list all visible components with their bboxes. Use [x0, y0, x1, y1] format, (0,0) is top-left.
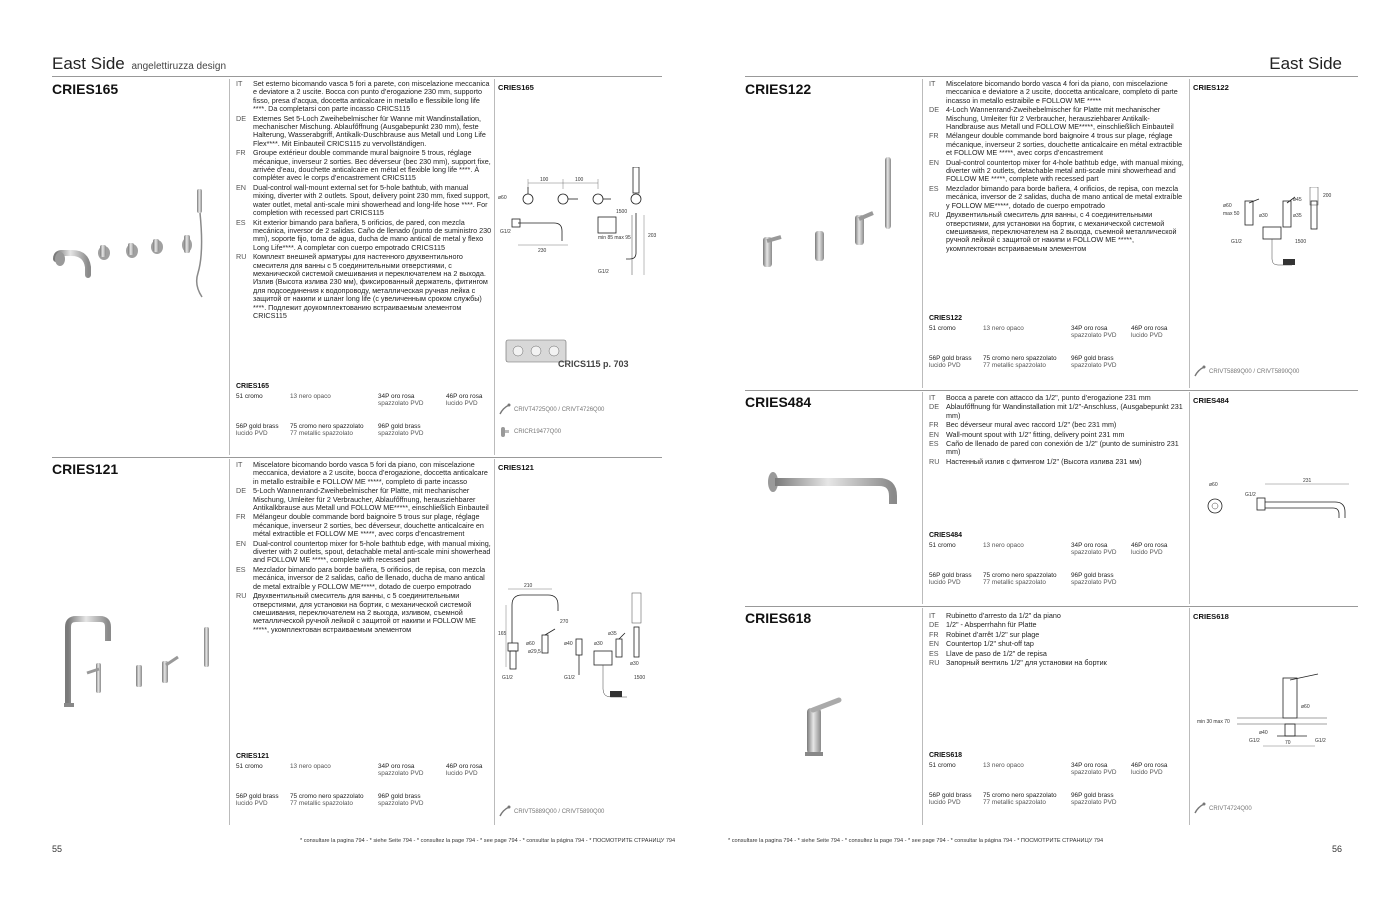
- dim-label: 210: [524, 583, 533, 589]
- variant-label: lucido PVD: [929, 798, 961, 806]
- dim-label: G1/2: [1231, 239, 1242, 245]
- lang-code: DE: [929, 105, 939, 115]
- product-section-cries618: [745, 606, 1358, 827]
- accessory-item: [1193, 802, 1252, 815]
- lang-code: EN: [236, 182, 246, 192]
- variant-label: 77 metallic spazzolato: [290, 799, 353, 807]
- dim-label: ø60: [498, 195, 507, 201]
- desc-text: Двухвентильный смеситель для ванны, с 5 соединительными отверстиями, для установки на бортик, с механической системой смешивания, переключателем на 2 выхода, изливом, съемной металлической ручной лейкой с защитой от накипи и FOLLOW ME *****, укомплектован встраиваемым элементом: [253, 591, 476, 634]
- variant-label: spazzolato PVD: [378, 429, 424, 437]
- dim-label: G1/2: [564, 675, 575, 681]
- desc-text: 5-Loch Wannenrand-Zweihebelmischer für Platte, mit mechanischer Mischung, Umleiter für 2 Verbraucher, Ablaufőffnung, herausziehbarer Antikalkbrause aus Metall und FOLLOW ME*****, einschließlich Einbauteil: [253, 486, 489, 513]
- column-divider: [1189, 608, 1190, 825]
- lang-code: EN: [929, 429, 939, 439]
- lang-code: RU: [929, 210, 940, 220]
- desc-text: Groupe extérieur double commande mural baignoire 5 trous, réglage mécanique, inverseur 2 sorties. Bec déverseur (bec 230 mm), support fixe, arrivée d’eau, douchette anticalcaire en métal et flexible long life ****. À compléter avec le corps d’encastrement CRICS115: [253, 148, 491, 183]
- variant-label: spazzolato PVD: [1071, 332, 1117, 340]
- desc-text: Mezclador bimando para borde bañera, 4 orificios, de repisa, con mezcla mecánica, inversor de 2 salidas, ducha de mano antical de metal extraíble y FOLLOW ME*****, dotado de cuerpo empotrado: [946, 183, 1183, 210]
- dim-label: min 30 max 70: [1197, 719, 1230, 725]
- lang-code: EN: [929, 157, 939, 167]
- variants-grid: [929, 762, 1185, 806]
- drawing-code: CRIES121: [498, 463, 534, 472]
- variant-code: 34P oro rosa: [1071, 762, 1108, 770]
- variant-label: lucido PVD: [929, 578, 961, 586]
- drawing-code: CRIES122: [1193, 83, 1229, 92]
- variant-code: 96P gold brass: [378, 792, 421, 800]
- desc-row-en: [929, 431, 1185, 439]
- desc-row-ru: [929, 211, 1185, 253]
- variant-label: lucido PVD: [1131, 332, 1163, 340]
- lang-code: EN: [929, 639, 939, 649]
- variants-grid: [236, 393, 492, 437]
- desc-row-es: [929, 440, 1185, 457]
- product-section-cries121: [52, 457, 662, 827]
- variants-title: CRIES122: [929, 315, 963, 322]
- column-divider: [494, 459, 495, 825]
- variants-grid: [236, 763, 492, 807]
- variant-code: 34P oro rosa: [378, 393, 415, 401]
- desc-text: Set esterno bicomando vasca 5 fori a parete, con miscelazione meccanica e deviatore a 2 uscite. Bocca con punto d’erogazione 230 mm, supporto fisso, presa d’acqua, doccetta anticalcare in metallo e flessibile long life ****. Da completarsi con parte incasso CRICS115: [253, 79, 490, 114]
- dim-label: ø29,5: [528, 649, 541, 655]
- desc-row-de: [929, 403, 1185, 420]
- variant-code: 96P gold brass: [1071, 791, 1114, 799]
- desc-row-es: [236, 566, 492, 591]
- variant-code: 46P oro rosa: [446, 763, 483, 771]
- desc-text: 4-Loch Wannenrand-Zweihebelmischer für Platte mit mechanischer Mischung, Umleiter für 2 Verbraucher, herausziehbarer Antikalk-Handbrause aus Metall und FOLLOW ME*****, einschließlich Einbauteil: [946, 105, 1174, 132]
- description-block: [236, 80, 492, 321]
- drawing-code: CRIES165: [498, 83, 534, 92]
- dim-label: G1/2: [502, 675, 513, 681]
- lang-code: RU: [929, 456, 940, 466]
- variant-label: spazzolato PVD: [378, 770, 424, 778]
- accessory-code: CRICR19477Q00: [514, 428, 562, 435]
- lang-code: DE: [929, 620, 939, 630]
- desc-row-fr: [929, 132, 1185, 157]
- variant-46p: [1131, 542, 1177, 556]
- variant-label: lucido PVD: [446, 770, 478, 778]
- dim-label: G1/2: [598, 269, 609, 275]
- desc-text: Miscelatore bicomando bordo vasca 5 fori da piano, con miscelazione meccanica, deviatore a 2 uscite, bocca d’erogazione, doccetta anticalcare in metallo estraibile e FOLLOW ME *****, completo di parte incasso: [253, 460, 488, 486]
- dim-label: ø35: [1293, 213, 1302, 219]
- product-section-cries165: [52, 77, 662, 457]
- column-divider: [494, 79, 495, 455]
- variant-code: 56P gold brass: [929, 791, 972, 799]
- drawing-column: [1193, 77, 1358, 390]
- dim-label: ø60: [1301, 704, 1310, 710]
- variant-label: 77 metallic spazzolato: [983, 361, 1046, 369]
- variant-code: 34P oro rosa: [1071, 542, 1108, 550]
- desc-row-ru: [236, 253, 492, 320]
- variants-title: CRIES121: [236, 753, 270, 760]
- product-photo: [52, 187, 228, 307]
- variant-75: [290, 793, 378, 807]
- hose-icon: [1193, 365, 1206, 378]
- hose-icon: [498, 403, 511, 416]
- drawing-code: CRIES618: [1193, 612, 1229, 621]
- drawing-column: [1193, 606, 1358, 827]
- dim-label: ø35: [608, 631, 617, 637]
- product-code: CRIES165: [52, 81, 119, 97]
- dim-label: G1/2: [1249, 738, 1260, 744]
- variant-code: 34P oro rosa: [1071, 325, 1108, 333]
- dim-label: ø30: [630, 661, 639, 667]
- variant-34p: [378, 393, 446, 407]
- accessory-item: [498, 403, 604, 416]
- lang-code: DE: [236, 113, 246, 123]
- variant-label: spazzolato PVD: [378, 799, 424, 807]
- variant-code: 46P oro rosa: [1131, 542, 1168, 550]
- variant-label: 77 metallic spazzolato: [983, 578, 1046, 586]
- brand-header-left: [52, 54, 226, 74]
- variant-label: lucido PVD: [236, 799, 268, 807]
- desc-text: Llave de paso de 1/2" de repisa: [946, 648, 1047, 658]
- dim-label: 231: [1303, 478, 1312, 484]
- desc-row-it: [929, 80, 1185, 105]
- desc-row-es: [929, 650, 1185, 658]
- drawing-column: [498, 77, 662, 457]
- lang-code: IT: [929, 611, 936, 620]
- dim-label: 1500: [1295, 239, 1307, 245]
- variant-96p: [1071, 355, 1131, 369]
- column-divider: [922, 608, 923, 825]
- variant-code: 96P gold brass: [1071, 354, 1114, 362]
- footer-note: * consultare la pagina 794 - * siehe Seite 794 - * consultez la page 794 - * see page 794 - * consultar la página 794 - * ПОСМОТРИТЕ СТРАНИЦУ 794: [300, 838, 676, 844]
- variant-46p: [446, 393, 492, 407]
- desc-text: Запорный вентиль 1/2" для установки на бортик: [946, 658, 1107, 668]
- variant-75: [983, 792, 1071, 806]
- product-section-cries484: [745, 390, 1358, 606]
- variant-51: 51 cromo: [236, 763, 263, 771]
- description-block: [236, 461, 492, 635]
- accessory-item: [498, 805, 604, 818]
- variants-title: CRIES484: [929, 532, 963, 539]
- description-block: [929, 394, 1185, 467]
- column-divider: [229, 459, 230, 825]
- accessory-code: CRIVT5889Q00 / CRIVT5890Q00: [514, 808, 605, 815]
- variant-96p: [378, 423, 446, 437]
- variant-46p: [1131, 325, 1177, 339]
- product-code: CRIES618: [745, 610, 812, 626]
- lang-code: FR: [929, 131, 939, 141]
- variant-code: 56P gold brass: [236, 792, 279, 800]
- variant-code: 75 cromo nero spazzolato: [290, 422, 364, 430]
- dim-label: ø40: [564, 641, 573, 647]
- lang-code: ES: [236, 564, 246, 574]
- desc-text: Dual-control wall-mount external set for 5-hole bathtub, with manual mixing, diverter with 2 outlets. Spout, delivery point 230 mm, fixed support, water outlet, metal anti-scale mini showerhead and long-life hose ****. For completion with recessed part CRICS115: [253, 182, 490, 218]
- lang-code: DE: [929, 402, 939, 412]
- lang-code: ES: [236, 217, 246, 227]
- hose-icon: [498, 805, 511, 818]
- brand-name: East Side: [52, 54, 125, 73]
- variant-code: 75 cromo nero spazzolato: [983, 791, 1057, 799]
- lang-code: ES: [929, 648, 939, 658]
- dim-label: 1500: [634, 675, 646, 681]
- variant-96p: [378, 793, 446, 807]
- desc-row-de: [236, 487, 492, 512]
- variant-label: lucido PVD: [446, 400, 478, 408]
- variant-code: 46P oro rosa: [1131, 762, 1168, 770]
- variant-label: 77 metallic spazzolato: [983, 798, 1046, 806]
- variant-56p: [236, 793, 290, 807]
- variants-grid: [929, 325, 1185, 369]
- dim-label: ø40: [1259, 730, 1268, 736]
- desc-row-en: [929, 640, 1185, 648]
- brand-name: East Side: [1269, 54, 1342, 73]
- variant-13: 13 nero opaco: [983, 325, 1024, 333]
- variant-51: 51 cromo: [929, 542, 956, 550]
- dim-label: G1/2: [1245, 492, 1256, 498]
- dim-label: 230: [538, 248, 547, 254]
- variant-75: [983, 572, 1071, 586]
- lang-code: RU: [236, 591, 247, 601]
- lang-code: IT: [236, 460, 243, 469]
- variant-96p: [1071, 572, 1131, 586]
- desc-row-de: [929, 621, 1185, 629]
- desc-row-en: [929, 159, 1185, 184]
- dim-label: max 50: [1223, 211, 1240, 217]
- variant-13: 13 nero opaco: [983, 542, 1024, 550]
- variant-46p: [1131, 762, 1177, 776]
- desc-text: Externes Set 5-Loch Zweihebelmischer für Wanne mit Wandinstallation, mechanischer Mischung. Ablaufőffnung (Ausgabepunkt 230 mm), feste Halterung, Wasserabgriff, Antikalk-Duschbrause aus Metall und Long Life Flex****. Mit Einbauteil CRICS115 zu vervollständigen.: [253, 113, 486, 148]
- showerhead-icon: [498, 425, 511, 438]
- variants-title: CRIES618: [929, 752, 963, 759]
- desc-row-de: [929, 106, 1185, 131]
- column-divider: [1189, 392, 1190, 604]
- page-number: 55: [52, 844, 63, 854]
- lang-code: RU: [236, 252, 247, 262]
- column-divider: [229, 79, 230, 455]
- lang-code: FR: [236, 148, 246, 158]
- variant-code: 56P gold brass: [236, 422, 279, 430]
- product-code: CRIES484: [745, 394, 812, 410]
- desc-row-it: [236, 80, 492, 114]
- variant-label: lucido PVD: [1131, 549, 1163, 557]
- lang-code: FR: [929, 629, 939, 639]
- dim-label: G1/2: [500, 229, 511, 235]
- variant-56p: [236, 423, 290, 437]
- technical-drawing: [1223, 187, 1353, 292]
- dim-label: 165: [498, 631, 507, 637]
- dim-label: 270: [560, 619, 569, 625]
- desc-text: Robinet d’arrêt 1/2" sur plage: [946, 629, 1040, 639]
- variants-grid: [929, 542, 1185, 586]
- desc-row-fr: [236, 149, 492, 183]
- variant-75: [290, 423, 378, 437]
- accessory-item: [1193, 365, 1299, 378]
- variant-56p: [929, 572, 983, 586]
- variant-34p: [1071, 542, 1131, 556]
- dim-label: ø30: [1259, 213, 1268, 219]
- desc-row-ru: [929, 458, 1185, 466]
- technical-drawing: [1199, 476, 1357, 526]
- desc-text: Kit exterior bimando para bañera, 5 orificios, de pared, con mezcla mecánica, inversor de 2 salidas. Caño de llenado (punto de suministro 230 mm), soporte fijo, toma de agua, ducha de mano antical de metal y flexo Long Life****. A completar con cuerpo empotrado CRICS115: [253, 217, 492, 252]
- desc-row-it: [929, 612, 1185, 620]
- desc-text: Rubinetto d’arresto da 1/2" da piano: [946, 611, 1061, 620]
- variant-label: spazzolato PVD: [378, 400, 424, 408]
- product-photo: [56, 607, 226, 707]
- dim-label: min 85 max 95: [598, 235, 631, 241]
- lang-code: EN: [236, 538, 246, 548]
- dim-label: G1/2: [1315, 738, 1326, 744]
- product-code: CRIES122: [745, 81, 812, 97]
- product-section-cries122: [745, 77, 1358, 390]
- desc-row-it: [236, 461, 492, 486]
- desc-text: Bec déverseur mural avec raccord 1/2" (bec 231 mm): [946, 420, 1117, 430]
- lang-code: ES: [929, 439, 939, 449]
- lang-code: DE: [236, 486, 246, 496]
- variants-block: [929, 315, 1185, 369]
- dim-label: ø45: [1293, 197, 1302, 203]
- lang-code: FR: [236, 512, 246, 522]
- desc-row-es: [236, 219, 492, 253]
- technical-drawing: [1197, 668, 1355, 758]
- product-photo: [755, 157, 920, 277]
- desc-text: Caño de llenado de pared con conexión de 1/2" (punto de suministro 231 mm): [946, 439, 1179, 457]
- variant-34p: [1071, 325, 1131, 339]
- desc-text: Настенный излив с фитингом 1/2" (Высота излива 231 мм): [946, 456, 1142, 466]
- desc-text: Dual-control countertop mixer for 5-hole bathtub edge, with manual mixing, diverter with 2 outlets, spout, detachable metal anti-scale mini showerhead and FOLLOW ME *****, complete with recessed part: [253, 538, 491, 565]
- footer-note: * consultare la pagina 794 - * siehe Seite 794 - * consultez la page 794 - * see page 794 - * consultar la página 794 - * ПОСМОТРИТЕ СТРАНИЦУ 794: [728, 838, 1104, 844]
- accessory-code: CRIVT4725Q00 / CRIVT4726Q00: [514, 406, 605, 413]
- drawing-column: [498, 457, 662, 827]
- drawing-column: [1193, 390, 1358, 606]
- variant-96p: [1071, 792, 1131, 806]
- lang-code: IT: [929, 393, 936, 402]
- accessory-code: CRIVT5889Q00 / CRIVT5890Q00: [1209, 368, 1300, 375]
- variant-code: 96P gold brass: [378, 422, 421, 430]
- desc-text: Miscelatore bicomando bordo vasca 4 fori da piano, con miscelazione meccanica e deviatore a 2 uscite, doccetta anticalcare, completo di parte incasso in metallo estraibile e FOLLOW ME *****: [946, 79, 1178, 105]
- page-number: 56: [1331, 844, 1342, 854]
- desc-row-fr: [929, 421, 1185, 429]
- dim-label: ø60: [1209, 482, 1218, 488]
- product-photo: [795, 690, 855, 760]
- lang-code: IT: [929, 79, 936, 88]
- variant-13: 13 nero opaco: [290, 763, 331, 771]
- dim-label: 70: [1285, 740, 1291, 746]
- desc-row-en: [236, 184, 492, 218]
- description-block: [929, 80, 1185, 254]
- dim-label: 1500: [616, 209, 628, 215]
- variant-34p: [1071, 762, 1131, 776]
- variant-46p: [446, 763, 492, 777]
- variant-label: spazzolato PVD: [1071, 361, 1117, 369]
- description-block: [929, 612, 1185, 668]
- desc-text: Комплект внешней арматуры для настенного двухвентильного смесителя для ванны с 5 соединительными отверстиями, с механической системой смешивания и переключателем на 2 выхода. Излив (Высота излива 230 мм), фиксированный держатель, фитингом для подсоединения к водопроводу, металлическая ручная лейка с защитой от накипи и шланг long life (с увеличенным сроком службы) ****. Подлежит доукомплектованию встраиваемым элементом CRICS115: [253, 252, 488, 320]
- desc-row-fr: [929, 631, 1185, 639]
- variant-13: 13 nero opaco: [983, 762, 1024, 770]
- dim-label: ø30: [594, 641, 603, 647]
- variant-label: lucido PVD: [236, 429, 268, 437]
- dim-label: 200: [1323, 193, 1332, 199]
- technical-drawing: [498, 583, 662, 713]
- desc-text: Mélangeur double commande bord baignoire 4 trous sur plage, réglage mécanique, inverseur 2 sorties, douchette anticalcaire en métal extractible et FOLLOW ME *****, avec corps d’encastrement: [946, 131, 1183, 158]
- desc-row-it: [929, 394, 1185, 402]
- desc-text: Countertop 1/2" shut-off tap: [946, 639, 1034, 649]
- desc-text: Dual-control countertop mixer for 4-hole bathtub edge, with manual mixing, diverter with 2 outlets, detachable metal anti-scale mini showerhead and FOLLOW ME *****, complete with recessed part: [946, 157, 1184, 184]
- reference-note: CRICS115 p. 703: [558, 359, 629, 369]
- product-photo: [765, 460, 915, 510]
- variant-56p: [929, 355, 983, 369]
- variant-label: spazzolato PVD: [1071, 798, 1117, 806]
- lang-code: FR: [929, 420, 939, 430]
- variant-label: spazzolato PVD: [1071, 769, 1117, 777]
- desc-text: Wall-mount spout with 1/2" fitting, delivery point 231 mm: [946, 429, 1125, 439]
- accessory-code: CRIVT4724Q00: [1209, 805, 1252, 812]
- variant-label: spazzolato PVD: [1071, 549, 1117, 557]
- right-page: [697, 0, 1394, 901]
- desc-text: Mezclador bimando para borde bañera, 5 orificios, de repisa, con mezcla mecánica, inversor de 2 salidas, caño de llenado, ducha de mano antical de metal extraíble y FOLLOW ME*****, dotado de cuerpo empotrado: [253, 564, 486, 591]
- desc-row-ru: [236, 592, 492, 634]
- variant-51: 51 cromo: [929, 762, 956, 770]
- dim-label: 100: [575, 177, 584, 183]
- variant-13: 13 nero opaco: [290, 393, 331, 401]
- desc-row-de: [236, 115, 492, 149]
- variant-code: 56P gold brass: [929, 571, 972, 579]
- variant-label: lucido PVD: [1131, 769, 1163, 777]
- desc-text: 1/2" - Absperrhahn für Platte: [946, 620, 1037, 630]
- variant-code: 46P oro rosa: [1131, 325, 1168, 333]
- desc-row-en: [236, 540, 492, 565]
- variant-code: 75 cromo nero spazzolato: [290, 792, 364, 800]
- product-code: CRIES121: [52, 461, 119, 477]
- variant-code: 75 cromo nero spazzolato: [983, 354, 1057, 362]
- dim-label: 203: [648, 233, 657, 239]
- designer-name: angelettiruzza design: [131, 61, 227, 72]
- variant-75: [983, 355, 1071, 369]
- variant-code: 46P oro rosa: [446, 393, 483, 401]
- variant-code: 56P gold brass: [929, 354, 972, 362]
- variant-code: 96P gold brass: [1071, 571, 1114, 579]
- variants-block: [236, 753, 492, 807]
- variant-label: spazzolato PVD: [1071, 578, 1117, 586]
- brand-header-right: [1269, 54, 1342, 74]
- variant-51: 51 cromo: [236, 393, 263, 401]
- desc-text: Ablaufőffnung für Wandinstallation mit 1/2"-Anschluss, (Ausgabepunkt 231 mm): [946, 402, 1183, 420]
- dim-label: ø60: [526, 641, 535, 647]
- variants-title: CRIES165: [236, 383, 270, 390]
- variants-block: [929, 532, 1185, 586]
- column-divider: [922, 79, 923, 388]
- variant-code: 34P oro rosa: [378, 763, 415, 771]
- column-divider: [922, 392, 923, 604]
- variants-block: [929, 752, 1185, 806]
- variant-51: 51 cromo: [929, 325, 956, 333]
- dim-label: 100: [540, 177, 549, 183]
- desc-row-es: [929, 185, 1185, 210]
- technical-drawing: [498, 167, 662, 297]
- desc-text: Bocca a parete con attacco da 1/2", punto d’erogazione 231 mm: [946, 393, 1151, 402]
- drawing-code: CRIES484: [1193, 396, 1229, 405]
- accessory-item: [498, 425, 561, 438]
- desc-text: Двухвентильный смеситель для ванны, с 4 соединительными отверстиями, для установки на бортик, с механической системой смешивания, переключателем на 2 выхода, съемной металлической ручной лейкой с защитой от накипи и FOLLOW ME *****, укомплектован встраиваемым элементом: [946, 210, 1177, 253]
- desc-text: Mélangeur double commande bord baignoire 5 trous sur plage, réglage mécanique, inverseur 2 sorties, bec déverseur, douchette anticalcaire en métal extractible et FOLLOW ME *****, avec corps d’encastrement: [253, 512, 484, 539]
- lang-code: ES: [929, 183, 939, 193]
- variants-block: [236, 383, 492, 437]
- variant-56p: [929, 792, 983, 806]
- lang-code: IT: [236, 79, 243, 88]
- variant-label: 77 metallic spazzolato: [290, 429, 353, 437]
- desc-row-fr: [236, 513, 492, 538]
- variant-label: lucido PVD: [929, 361, 961, 369]
- variant-34p: [378, 763, 446, 777]
- dim-label: ø60: [1223, 203, 1232, 209]
- column-divider: [1189, 79, 1190, 388]
- hose-icon: [1193, 802, 1206, 815]
- variant-code: 75 cromo nero spazzolato: [983, 571, 1057, 579]
- lang-code: RU: [929, 658, 940, 668]
- desc-row-ru: [929, 659, 1185, 667]
